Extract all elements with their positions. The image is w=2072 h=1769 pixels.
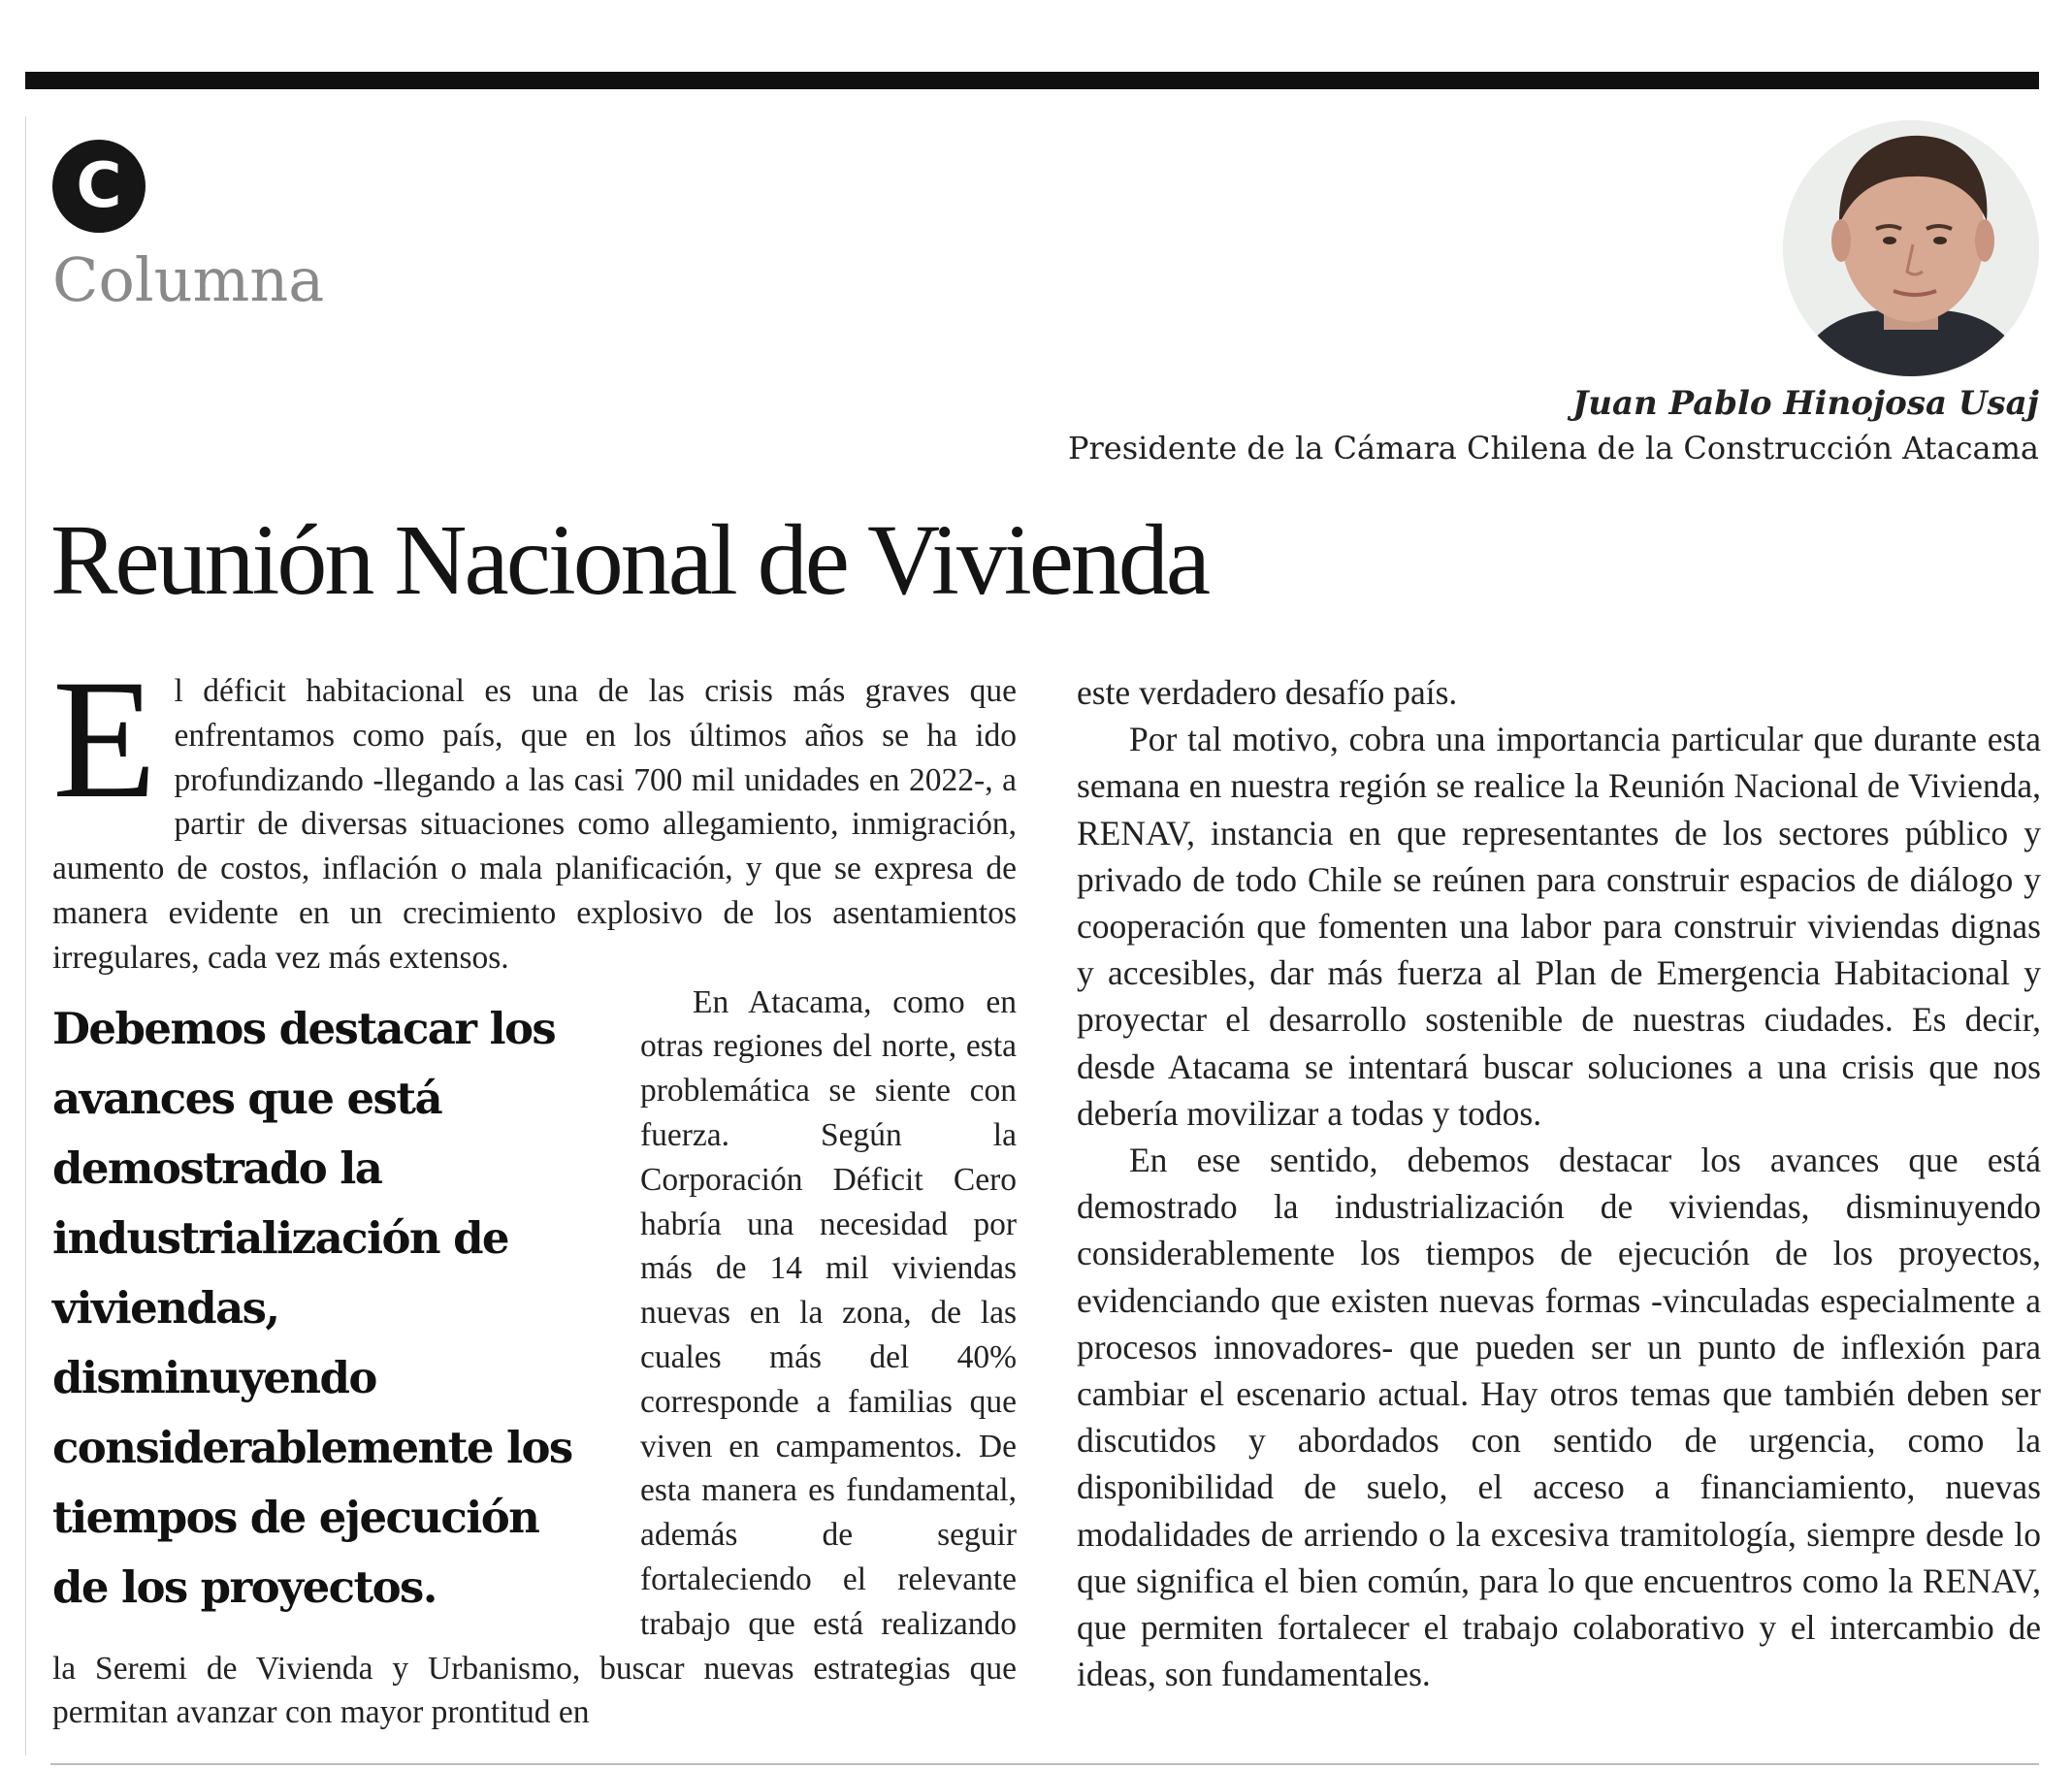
pull-quote: Debemos destacar los avances que está demostrado la industrialización de viviendas, disminuyendo considerablemente los tiempos de ejecución de los proyectos.	[52, 1002, 572, 1613]
left-paragraph-1-text: l déficit habitacional es una de las crisis más graves que enfrentamos como país, que en los últimos años se ha ido profundizando -llegando a las casi 700 mil unidades en 2022-, a partir de diversas situaciones como allegamiento, inmigración, aumento de costos, inflación o mala planificación, y que se expresa de manera evidente en un crecimiento explosivo de los asentamientos irregulares, cada vez más extensos.	[52, 673, 1017, 976]
top-rule	[25, 72, 2039, 89]
author-role: Presidente de la Cámara Chilena de la Construcción Atacama	[1067, 429, 2039, 466]
drop-cap: E	[52, 645, 157, 834]
byline	[1068, 384, 2039, 466]
section-badge-icon	[52, 140, 146, 233]
right-column	[1077, 669, 2041, 1697]
left-column	[52, 645, 1017, 1735]
section-badge-letter: C	[76, 150, 122, 222]
right-paragraph-1: este verdadero desafío país.	[1077, 673, 1458, 712]
left-paragraph-1	[52, 645, 1017, 981]
author-portrait-icon	[1783, 120, 2039, 376]
right-paragraph-2: Por tal motivo, cobra una importancia particular que durante esta semana en nuestra región se realice la Reunión Nacional de Vivienda, RENAV, instancia en que representantes de los sectores público y privado de todo Chile se reúnen para construir espacios de diálogo y cooperación que fomenten una labor para construir viviendas dignas y accesibles, dar más fuerza al Plan de Emergencia Habitacional y proyectar el desarrollo sostenible de nuestras ciudades. Es decir, desde Atacama se intentará buscar soluciones a una crisis que nos debería movilizar a todas y todos.	[1077, 720, 2041, 1133]
left-rule	[25, 116, 26, 1755]
right-paragraph-3: En ese sentido, debemos destacar los avances que está demostrado la industrialización de viviendas, disminuyendo considerablemente los tiempos de ejecución de los proyectos, evidenciando que existen nuevas formas -vinculadas especialmente a procesos innovadores- que pueden ser un punto de inflexión para cambiar el escenario actual. Hay otros temas que también deben ser discutidos y abordados con sentido de urgencia, como la disponibilidad de suelo, el acceso a financiamiento, nuevas modalidades de arriendo o la excesiva tramitología, siempre desde lo que significa el bien común, para lo que encuentros como la RENAV, que permiten fortalecer el trabajo colaborativo y el intercambio de ideas, son fundamentales.	[1077, 1141, 2041, 1694]
section-label: Columna	[52, 244, 325, 315]
author-photo	[1783, 120, 2039, 376]
article-body	[52, 645, 2041, 1746]
author-name: Juan Pablo Hinojosa Usaj	[1572, 384, 2039, 423]
headline: Reunión Nacional de Vivienda	[50, 504, 1209, 616]
bottom-rule	[50, 1763, 2039, 1765]
left-paragraph-2: En Atacama, como en otras regiones del norte, esta problemática se siente con fuerza. Según la Corporación Déficit Cero habría una necesidad por más de 14 mil viviendas nuevas en la zona, de las cuales más del 40% corresponde a familias que viven en campamentos. De esta manera es fundamental, además de seguir fortaleciendo el relevante trabajo que está realizando la Seremi de Vivienda y Urbanismo, buscar nuevas estrategias que permitan avanzar con mayor prontitud en	[52, 983, 1017, 1731]
